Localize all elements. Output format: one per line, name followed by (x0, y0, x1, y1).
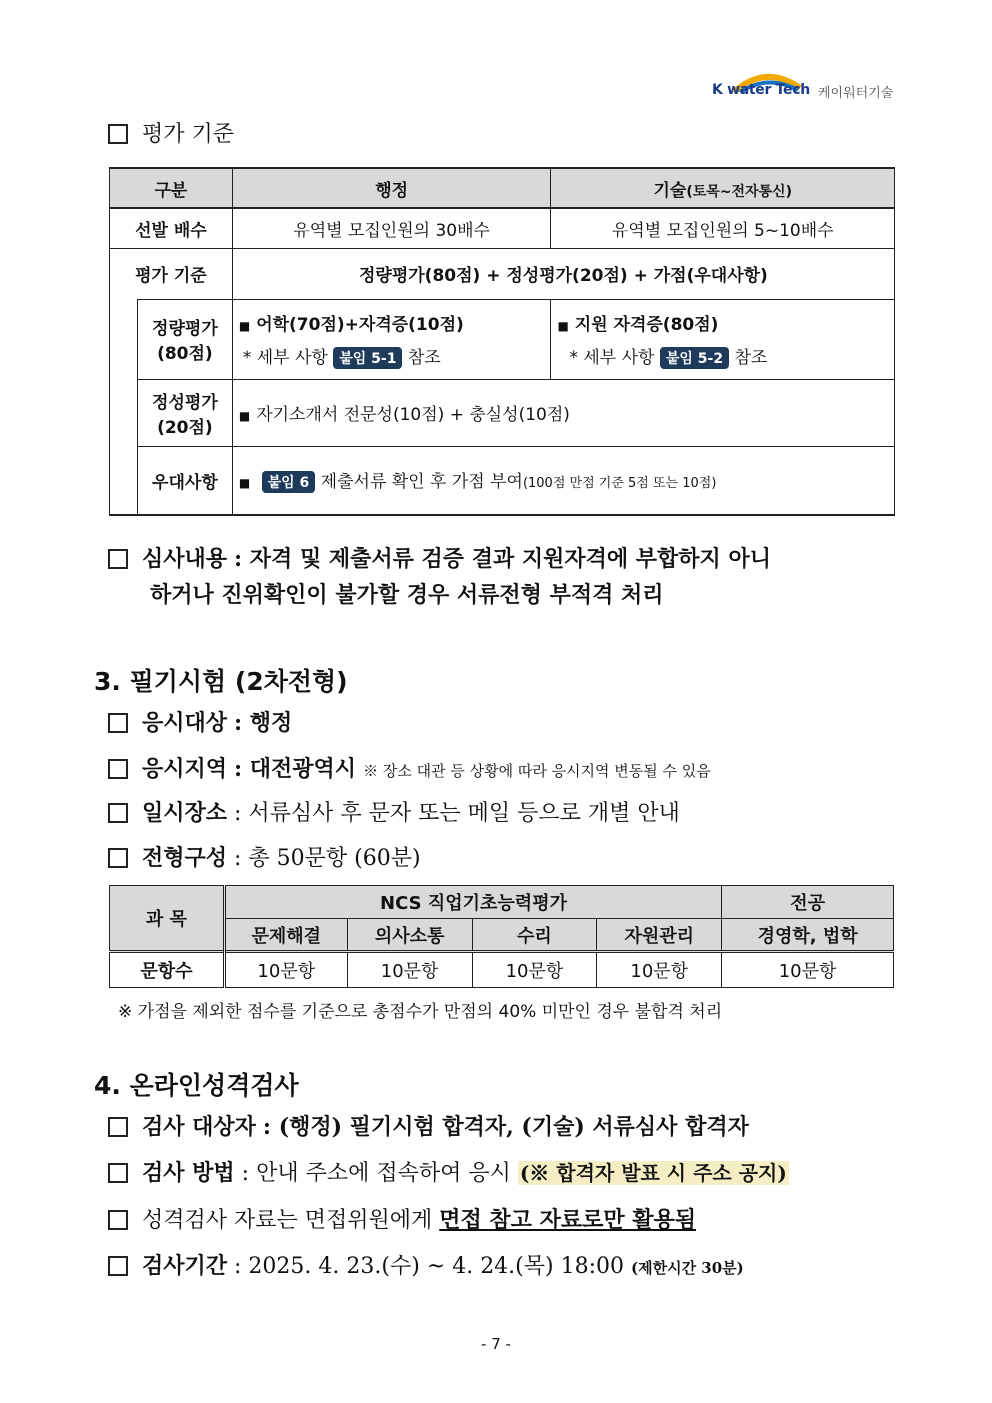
personality-period: 검사기간 : 2025. 4. 23.(수) ~ 4. 24.(목) 18:00 (제한시간 30분) (108, 1251, 744, 1283)
exam-table (109, 885, 894, 988)
exam-structure: 전형구성 : 총 50문항 (60분) (108, 843, 421, 874)
row-multiple-admin: 유역별 모집인원의 30배수 (232, 208, 551, 248)
attachment-tag: 붙임 6 (262, 471, 316, 493)
quant-admin: ■ 어학(70점)+자격증(10점) * 세부 사항 붙임 5-1 참조 (232, 299, 551, 379)
checkbox-icon (108, 1256, 128, 1276)
subject-cell: 자원관리 (597, 919, 722, 952)
count-cell: 10문항 (347, 952, 472, 988)
checkbox-icon (108, 1163, 128, 1183)
header-admin: 행정 (232, 168, 551, 208)
company-logo (710, 66, 910, 106)
count-cell: 10문항 (472, 952, 597, 988)
checkbox-icon (108, 803, 128, 823)
exam-target: 응시대상 : 행정 (108, 708, 292, 739)
checkbox-icon (108, 848, 128, 868)
checkbox-icon (108, 1117, 128, 1137)
pref-value: ■ 붙임 6 제출서류 확인 후 가점 부여(100점 만점 기준 5점 또는 10점) (232, 446, 894, 515)
ncs-header: NCS 직업기초능력평가 (224, 886, 721, 919)
logo-text: K water Tech (712, 82, 810, 98)
attachment-tag: 붙임 5-2 (660, 347, 729, 369)
count-cell: 10문항 (224, 952, 347, 988)
section4-title: 4. 온라인성격검사 (94, 1071, 299, 1100)
qual-label: 정성평가 (20점) (137, 379, 232, 446)
subject-cell: 의사소통 (347, 919, 472, 952)
section3-title: 3. 필기시험 (2차전형) (94, 667, 348, 696)
personality-method: 검사 방법 : 안내 주소에 접속하여 응시 (※ 합격자 발표 시 주소 공지) (108, 1158, 789, 1189)
row-multiple-label: 선발 배수 (110, 208, 233, 248)
header-tech: 기술(토목~전자통신) (551, 168, 895, 208)
checkbox-icon (108, 759, 128, 779)
page-number: - 7 - (481, 1335, 511, 1353)
checkbox-icon (108, 1210, 128, 1230)
review-line-2: 하거나 진위확인이 불가할 경우 서류전형 부적격 처리 (150, 582, 664, 608)
checkbox-icon (108, 549, 128, 569)
exam-footnote: ※ 가점을 제외한 점수를 기준으로 총점수가 만점의 40% 미만인 경우 불합격 처리 (118, 1002, 723, 1022)
subject-cell: 수리 (472, 919, 597, 952)
subject-cell: 문제해결 (224, 919, 347, 952)
personality-usage: 성격검사 자료는 면접위원에게 면접 참고 자료로만 활용됨 (108, 1205, 696, 1236)
count-cell: 10문항 (597, 952, 722, 988)
attachment-tag: 붙임 5-1 (333, 347, 402, 369)
checkbox-icon (108, 124, 128, 144)
logo-korean: 케이워터기술 (818, 86, 894, 101)
personality-target: 검사 대상자 : (행정) 필기시험 합격자, (기술) 서류심사 합격자 (108, 1112, 749, 1143)
row-eval-label: 평가 기준 (110, 248, 233, 299)
pref-label: 우대사항 (137, 446, 232, 515)
quant-label: 정량평가 (80점) (137, 299, 232, 379)
subject-cell: 경영학, 법학 (722, 919, 894, 952)
criteria-table (109, 167, 895, 516)
criteria-heading: 평가 기준 (108, 120, 234, 150)
row-eval-value: 정량평가(80점) + 정성평가(20점) + 가점(우대사항) (232, 248, 894, 299)
exam-region: 응시지역 : 대전광역시 ※ 장소 대관 등 상황에 따라 응시지역 변동될 수 있음 (108, 754, 711, 786)
review-line: 심사내용 : 자격 및 제출서류 검증 결과 지원자격에 부합하지 아니 (108, 544, 771, 575)
quant-tech: ■ 지원 자격증(80점) * 세부 사항 붙임 5-2 참조 (551, 299, 895, 379)
qual-value: ■ 자기소개서 전문성(10점) + 충실성(10점) (232, 379, 894, 446)
count-cell: 10문항 (722, 952, 894, 988)
exam-schedule: 일시장소 : 서류심사 후 문자 또는 메일 등으로 개별 안내 (108, 798, 680, 829)
header-division: 구분 (110, 168, 233, 208)
row-multiple-tech: 유역별 모집인원의 5~10배수 (551, 208, 895, 248)
major-header: 전공 (722, 886, 894, 919)
subject-header: 과 목 (110, 886, 225, 952)
checkbox-icon (108, 713, 128, 733)
count-label: 문항수 (110, 952, 225, 988)
